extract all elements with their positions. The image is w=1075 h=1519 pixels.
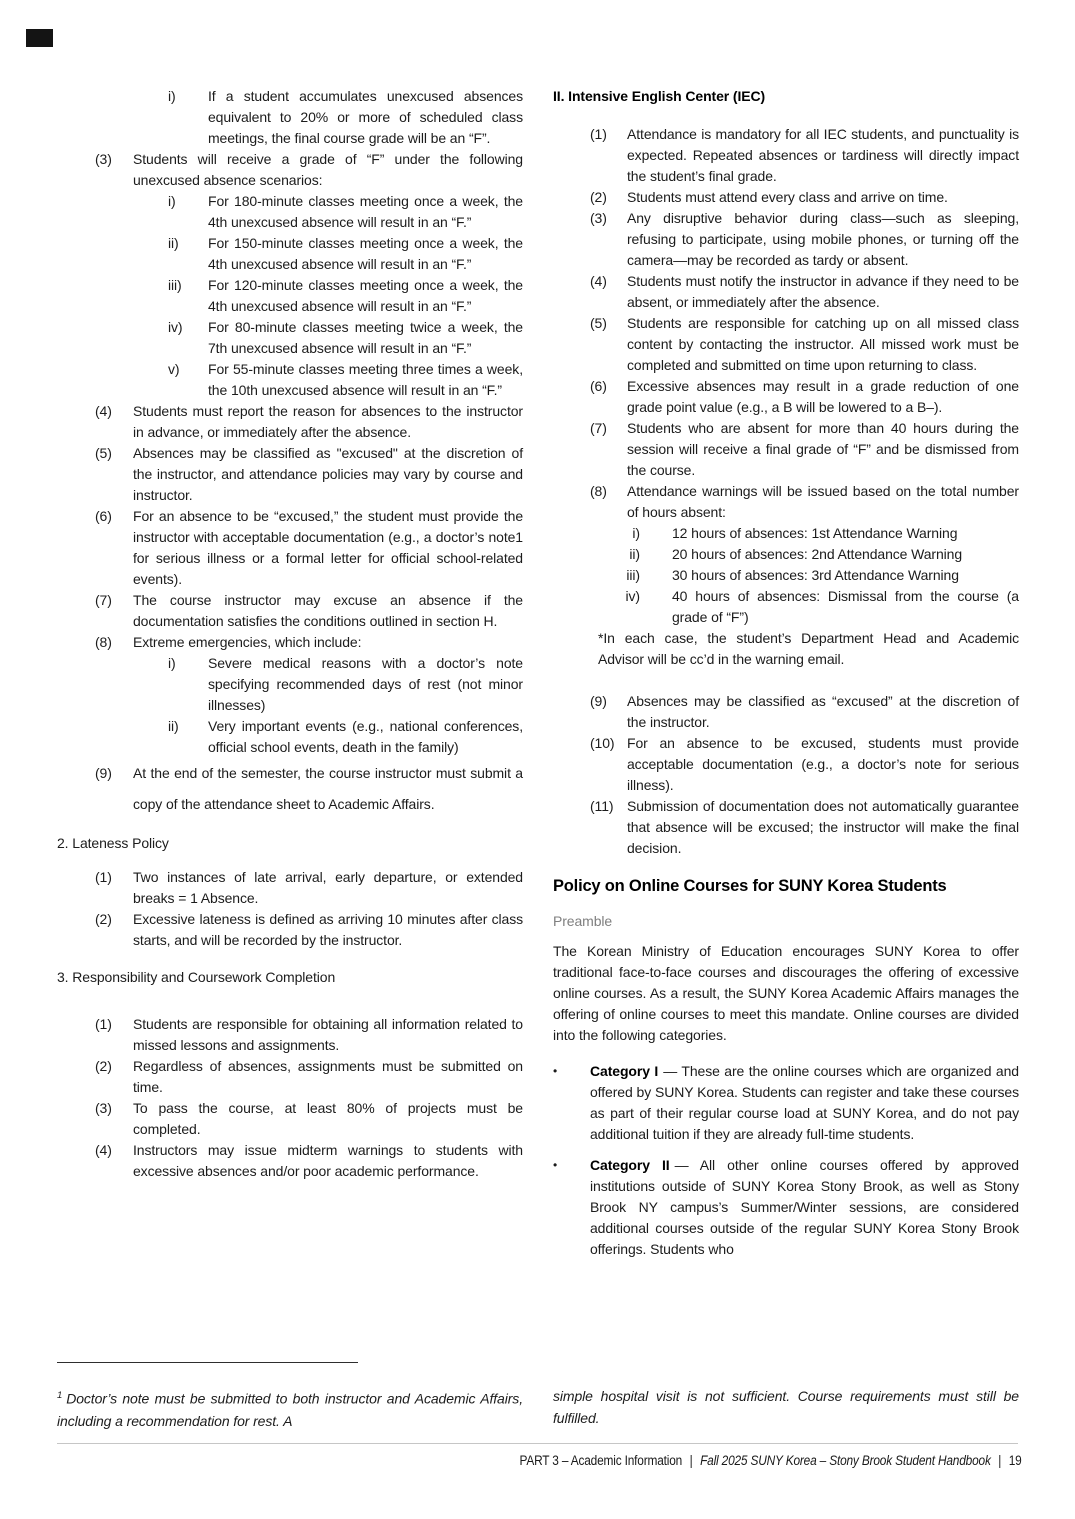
list-marker: i)	[168, 655, 176, 671]
footnote-reference-number: 1	[57, 1390, 63, 1401]
list-item	[57, 590, 523, 632]
list-text: If a student accumulates unexcused absences equivalent to 20% or more of scheduled class meetings, the final course grade will be an “F”.	[208, 88, 523, 146]
list-marker: (4)	[95, 403, 112, 419]
list-text: Students must notify the instructor in advance if they need to be absent, or immediately after the absence.	[627, 273, 1019, 310]
list-item	[553, 481, 1019, 523]
list-marker: (5)	[590, 315, 607, 331]
list-marker: (7)	[590, 420, 607, 436]
list-item	[553, 124, 1019, 187]
list-item	[57, 758, 523, 820]
list-marker: (5)	[95, 445, 112, 461]
list-text: 30 hours of absences: 3rd Attendance Warning	[672, 567, 959, 583]
list-text: Two instances of late arrival, early departure, or extended breaks = 1 Absence.	[133, 869, 523, 906]
list-text: Students who are absent for more than 40 hours during the session will receive a final grade of “F” and be dismissed from the course.	[627, 420, 1019, 478]
list-text: Submission of documentation does not automatically guarantee that absence will be excused; the instructor will make the final decision.	[627, 798, 1019, 856]
preamble-label: Preamble	[553, 913, 613, 929]
list-marker: iv)	[625, 588, 640, 604]
list-item	[553, 733, 1019, 796]
warning-cc-note: *In each case, the student’s Department Head and Academic Advisor will be cc’d in the warning email.	[598, 630, 1019, 667]
footnote-text: Doctor’s note must be submitted to both instructor and Academic Affairs, including a recommendation for rest. A	[57, 1390, 523, 1429]
list-text: For 55-minute classes meeting three times a week, the 10th unexcused absence will result in an “F.”	[208, 361, 523, 398]
list-marker: (8)	[590, 483, 607, 499]
right-column	[553, 86, 1019, 1270]
footer-separator: |	[998, 1453, 1002, 1468]
footer-part-label: PART 3 – Academic Information	[519, 1453, 683, 1468]
list-marker: (3)	[95, 151, 112, 167]
list-marker: (1)	[590, 126, 607, 142]
list-item	[553, 187, 1019, 208]
list-marker: i)	[168, 88, 176, 104]
list-marker: (7)	[95, 592, 112, 608]
list-item	[553, 796, 1019, 859]
list-text: At the end of the semester, the course instructor must submit a copy of the attendance sheet to Academic Affairs.	[133, 765, 523, 812]
list-text: Extreme emergencies, which include:	[133, 634, 362, 650]
list-item	[553, 208, 1019, 271]
list-item	[57, 275, 523, 317]
list-text: Absences may be classified as "excused" at the discretion of the instructor, and attendance policies may vary by course and instructor.	[133, 445, 523, 503]
list-text: Severe medical reasons with a doctor’s note specifying recommended days of rest (not minor illnesses)	[208, 655, 523, 713]
preamble-paragraph: The Korean Ministry of Education encourages SUNY Korea to offer traditional face-to-face courses and discourages the offering of excessive online courses. As a result, the SUNY Korea Academic Affairs manages the offering of online courses to meet this mandate. Online courses are divided into the following categories.	[553, 943, 1019, 1043]
list-text: Very important events (e.g., national conferences, official school events, death in the family)	[208, 718, 523, 755]
list-item	[553, 271, 1019, 313]
list-text: For 80-minute classes meeting twice a week, the 7th unexcused absence will result in an “F.”	[208, 319, 523, 356]
list-text: Excessive absences may result in a grade reduction of one grade point value (e.g., a B will be lowered to a B–).	[627, 378, 1019, 415]
footnote-separator-rule	[57, 1362, 358, 1363]
list-text: The course instructor may excuse an absence if the documentation satisfies the conditions outlined in section H.	[133, 592, 523, 629]
list-text: Students must report the reason for absences to the instructor in advance, or immediately after the absence.	[133, 403, 523, 440]
list-marker: (9)	[590, 693, 607, 709]
section-heading-online-courses-policy: Policy on Online Courses for SUNY Korea Students	[553, 877, 947, 895]
category-label: Category I	[590, 1063, 659, 1079]
list-text: Instructors may issue midterm warnings to students with excessive absences and/or poor academic performance.	[133, 1142, 523, 1179]
list-text: Any disruptive behavior during class—such as sleeping, refusing to participate, using mobile phones, or turning off the camera—may be recorded as tardy or absent.	[627, 210, 1019, 268]
footnote-left-column	[57, 1385, 523, 1432]
list-marker: i)	[168, 193, 176, 209]
list-marker: (1)	[95, 869, 112, 885]
list-item	[553, 586, 1019, 628]
section-heading-lateness-policy: 2. Lateness Policy	[57, 835, 169, 851]
list-item	[553, 418, 1019, 481]
list-item	[553, 544, 1019, 565]
bullet-icon: •	[553, 1158, 558, 1172]
list-marker: (8)	[95, 634, 112, 650]
list-text: 20 hours of absences: 2nd Attendance Warning	[672, 546, 963, 562]
list-text: Regardless of absences, assignments must be submitted on time.	[133, 1058, 523, 1095]
list-item	[553, 523, 1019, 544]
list-marker: ii)	[629, 546, 640, 562]
list-text: 40 hours of absences: Dismissal from the course (a grade of “F”)	[672, 588, 1019, 625]
category-bullet-list	[553, 1061, 1019, 1260]
list-item	[57, 191, 523, 233]
list-marker: (3)	[590, 210, 607, 226]
list-text: For 180-minute classes meeting once a week, the 4th unexcused absence will result in an “F.”	[208, 193, 523, 230]
list-marker: (2)	[95, 1058, 112, 1074]
page-corner-mark	[26, 29, 53, 47]
list-text: Attendance is mandatory for all IEC students, and punctuality is expected. Repeated absences or tardiness will directly impact the student’s final grade.	[627, 126, 1019, 184]
footer-separator: |	[690, 1453, 693, 1468]
list-marker: (4)	[95, 1142, 112, 1158]
list-marker: i)	[632, 525, 640, 541]
section-heading-iec: II. Intensive English Center (IEC)	[553, 88, 766, 104]
category-label: Category II	[590, 1157, 670, 1173]
list-marker: (4)	[590, 273, 607, 289]
list-item	[57, 909, 523, 951]
list-text: Students are responsible for catching up on all missed class content by contacting the instructor. All missed work must be completed and submitted on time upon returning to class.	[627, 315, 1019, 373]
list-item	[553, 691, 1019, 733]
category-text: — These are the online courses which are organized and offered by SUNY Korea. Students can register and take these courses as part of their regular course load at SUNY Korea, and do not pay additional tuition if they are already full-time students.	[590, 1063, 1019, 1142]
footer-divider-rule	[57, 1443, 1018, 1444]
list-text: For 120-minute classes meeting once a week, the 4th unexcused absence will result in an “F.”	[208, 277, 523, 314]
list-item	[57, 1098, 523, 1140]
list-item	[57, 359, 523, 401]
list-item	[57, 653, 523, 716]
page-footer	[520, 1451, 1022, 1471]
footer-page-number: 19	[1009, 1453, 1022, 1468]
list-item	[57, 716, 523, 758]
list-item	[57, 86, 523, 149]
list-text: Absences may be classified as “excused” at the discretion of the instructor.	[627, 693, 1019, 730]
list-item	[57, 443, 523, 506]
list-marker: (9)	[95, 765, 112, 781]
list-marker: (2)	[95, 911, 112, 927]
bullet-icon: •	[553, 1064, 558, 1078]
list-item	[57, 1056, 523, 1098]
list-item	[57, 401, 523, 443]
list-marker: (10)	[590, 735, 615, 751]
list-marker: (1)	[95, 1016, 112, 1032]
list-item	[57, 867, 523, 909]
list-text: For 150-minute classes meeting once a week, the 4th unexcused absence will result in an “F.”	[208, 235, 523, 272]
list-marker: ii)	[168, 718, 179, 734]
list-marker: iv)	[168, 319, 183, 335]
list-item	[57, 149, 523, 191]
list-text: Students are responsible for obtaining all information related to missed lessons and assignments.	[133, 1016, 523, 1053]
list-text	[590, 1155, 1019, 1260]
list-item	[57, 317, 523, 359]
list-item	[553, 1155, 1019, 1260]
list-item	[57, 1014, 523, 1056]
left-column	[57, 86, 523, 1182]
list-marker: (2)	[590, 189, 607, 205]
list-item	[57, 1140, 523, 1182]
list-text: Students must attend every class and arrive on time.	[627, 189, 948, 205]
list-marker: (6)	[95, 508, 112, 524]
list-marker: v)	[168, 361, 180, 377]
list-item	[553, 1061, 1019, 1145]
list-marker: (3)	[95, 1100, 112, 1116]
footnote-right-column: simple hospital visit is not sufficient. Course requirements must still be fulfilled.	[553, 1388, 1019, 1426]
list-text: For an absence to be “excused,” the student must provide the instructor with acceptable documentation (e.g., a doctor’s note1 for serious illness or a formal letter for official school-related events).	[133, 508, 523, 587]
list-marker: (6)	[590, 378, 607, 394]
list-text: For an absence to be excused, students must provide acceptable documentation (e.g., a doctor’s note for serious illness).	[627, 735, 1019, 793]
list-item	[553, 376, 1019, 418]
list-item	[57, 632, 523, 653]
list-marker: ii)	[168, 235, 179, 251]
list-text	[590, 1061, 1019, 1145]
list-marker: iii)	[168, 277, 182, 293]
list-text: To pass the course, at least 80% of projects must be completed.	[133, 1100, 523, 1137]
list-text: Students will receive a grade of “F” under the following unexcused absence scenarios:	[133, 151, 523, 188]
list-item	[553, 313, 1019, 376]
list-text: 12 hours of absences: 1st Attendance Warning	[672, 525, 958, 541]
list-marker: (11)	[590, 798, 614, 814]
category-text: — All other online courses offered by approved institutions outside of SUNY Korea Stony Brook, as well as Stony Brook NY campus’s Summer/Winter sessions, are considered additional courses outside of the regular SUNY Korea Stony Brook offerings. Students who	[590, 1157, 1019, 1257]
list-item	[57, 233, 523, 275]
list-text: Excessive lateness is defined as arriving 10 minutes after class starts, and will be recorded by the instructor.	[133, 911, 523, 948]
footer-handbook-title: Fall 2025 SUNY Korea – Stony Brook Student Handbook	[700, 1453, 992, 1468]
list-item	[57, 506, 523, 590]
section-heading-responsibility: 3. Responsibility and Coursework Completion	[57, 969, 336, 985]
list-text: Attendance warnings will be issued based on the total number of hours absent:	[627, 483, 1019, 520]
list-item	[553, 565, 1019, 586]
excused-absence-items	[553, 691, 1019, 859]
list-marker: iii)	[626, 567, 640, 583]
